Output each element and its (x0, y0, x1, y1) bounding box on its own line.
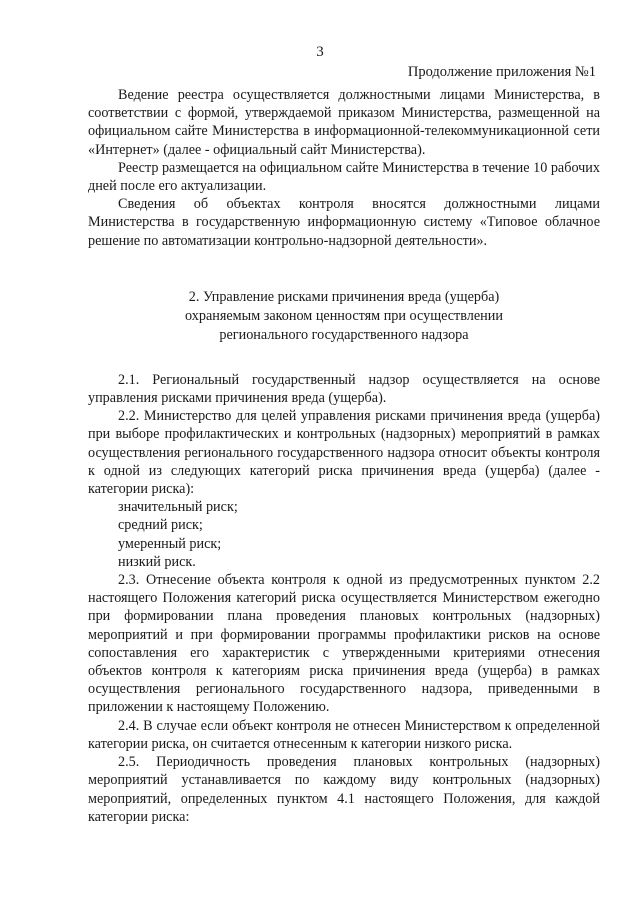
paragraph-2-4: 2.4. В случае если объект контроля не отнесен Министерством к определенной категории риска, он считается отнесенным к категории низкого риска. (88, 717, 600, 752)
paragraph-2-3: 2.3. Отнесение объекта контроля к одной из предусмотренных пунктом 2.2 настоящего Положения категорий риска осуществляется Министерством ежегодно при формировании плана проведения плановых контрольных (надзорных) мероприятий и при формировании программы профилактики рисков на основе сопоставления его характеристик с утвержденными критериями отнесения объектов контроля к категориям риска причинения вреда (ущерба) в рамках осуществления регионального государственного надзора, приведенными в приложении к настоящему Положению. (88, 572, 600, 716)
paragraph-info-system: Сведения об объектах контроля вносятся должностными лицами Министерства в государственную информационную систему «Типовое облачное решение по автоматизации контрольно-надзорной деятельности». (88, 196, 600, 249)
paragraph-2-5: 2.5. Периодичность проведения плановых контрольных (надзорных) мероприятий устанавливается по каждому виду контрольных (надзорных) мероприятий, определенных пунктом 4.1 настоящего Положения, для каждой категории риска: (88, 754, 600, 825)
appendix-continuation-label: Продолжение приложения №1 (407, 64, 596, 80)
paragraph-2-2: 2.2. Министерство для целей управления рисками причинения вреда (ущерба) при выборе профилактических и контрольных (надзорных) мероприятий в рамках осуществления регионального государственного надзора относит объекты контроля к одной из следующих категорий риска причинения вреда (ущерба) (далее - категории риска): (88, 408, 600, 498)
section-heading-line: 2. Управление рисками причинения вреда (ущерба) (188, 288, 500, 305)
section-heading-line: охраняемым законом ценностям при осуществлении (185, 307, 503, 324)
section-heading (88, 288, 600, 345)
risk-category-item: значительный риск; (118, 499, 238, 516)
risk-category-item: средний риск; (118, 517, 203, 534)
paragraph-registry-maintenance: Ведение реестра осуществляется должностными лицами Министерства, в соответствии с формой, утверждаемой приказом Министерства, размещенной на официальном сайте Министерства в информационной-телекоммуникационной сети «Интернет» (далее - официальный сайт Министерства). (88, 87, 600, 158)
page-number: 3 (316, 44, 324, 60)
risk-category-item: низкий риск. (118, 553, 196, 570)
paragraph-2-1: 2.1. Региональный государственный надзор осуществляется на основе управления рисками причинения вреда (ущерба). (88, 371, 600, 407)
paragraph-registry-publication: Реестр размещается на официальном сайте Министерства в течение 10 рабочих дней после его актуализации. (88, 159, 600, 195)
document-body (88, 86, 600, 826)
section-heading-line: регионального государственного надзора (219, 326, 469, 343)
risk-category-item: умеренный риск; (118, 535, 222, 552)
